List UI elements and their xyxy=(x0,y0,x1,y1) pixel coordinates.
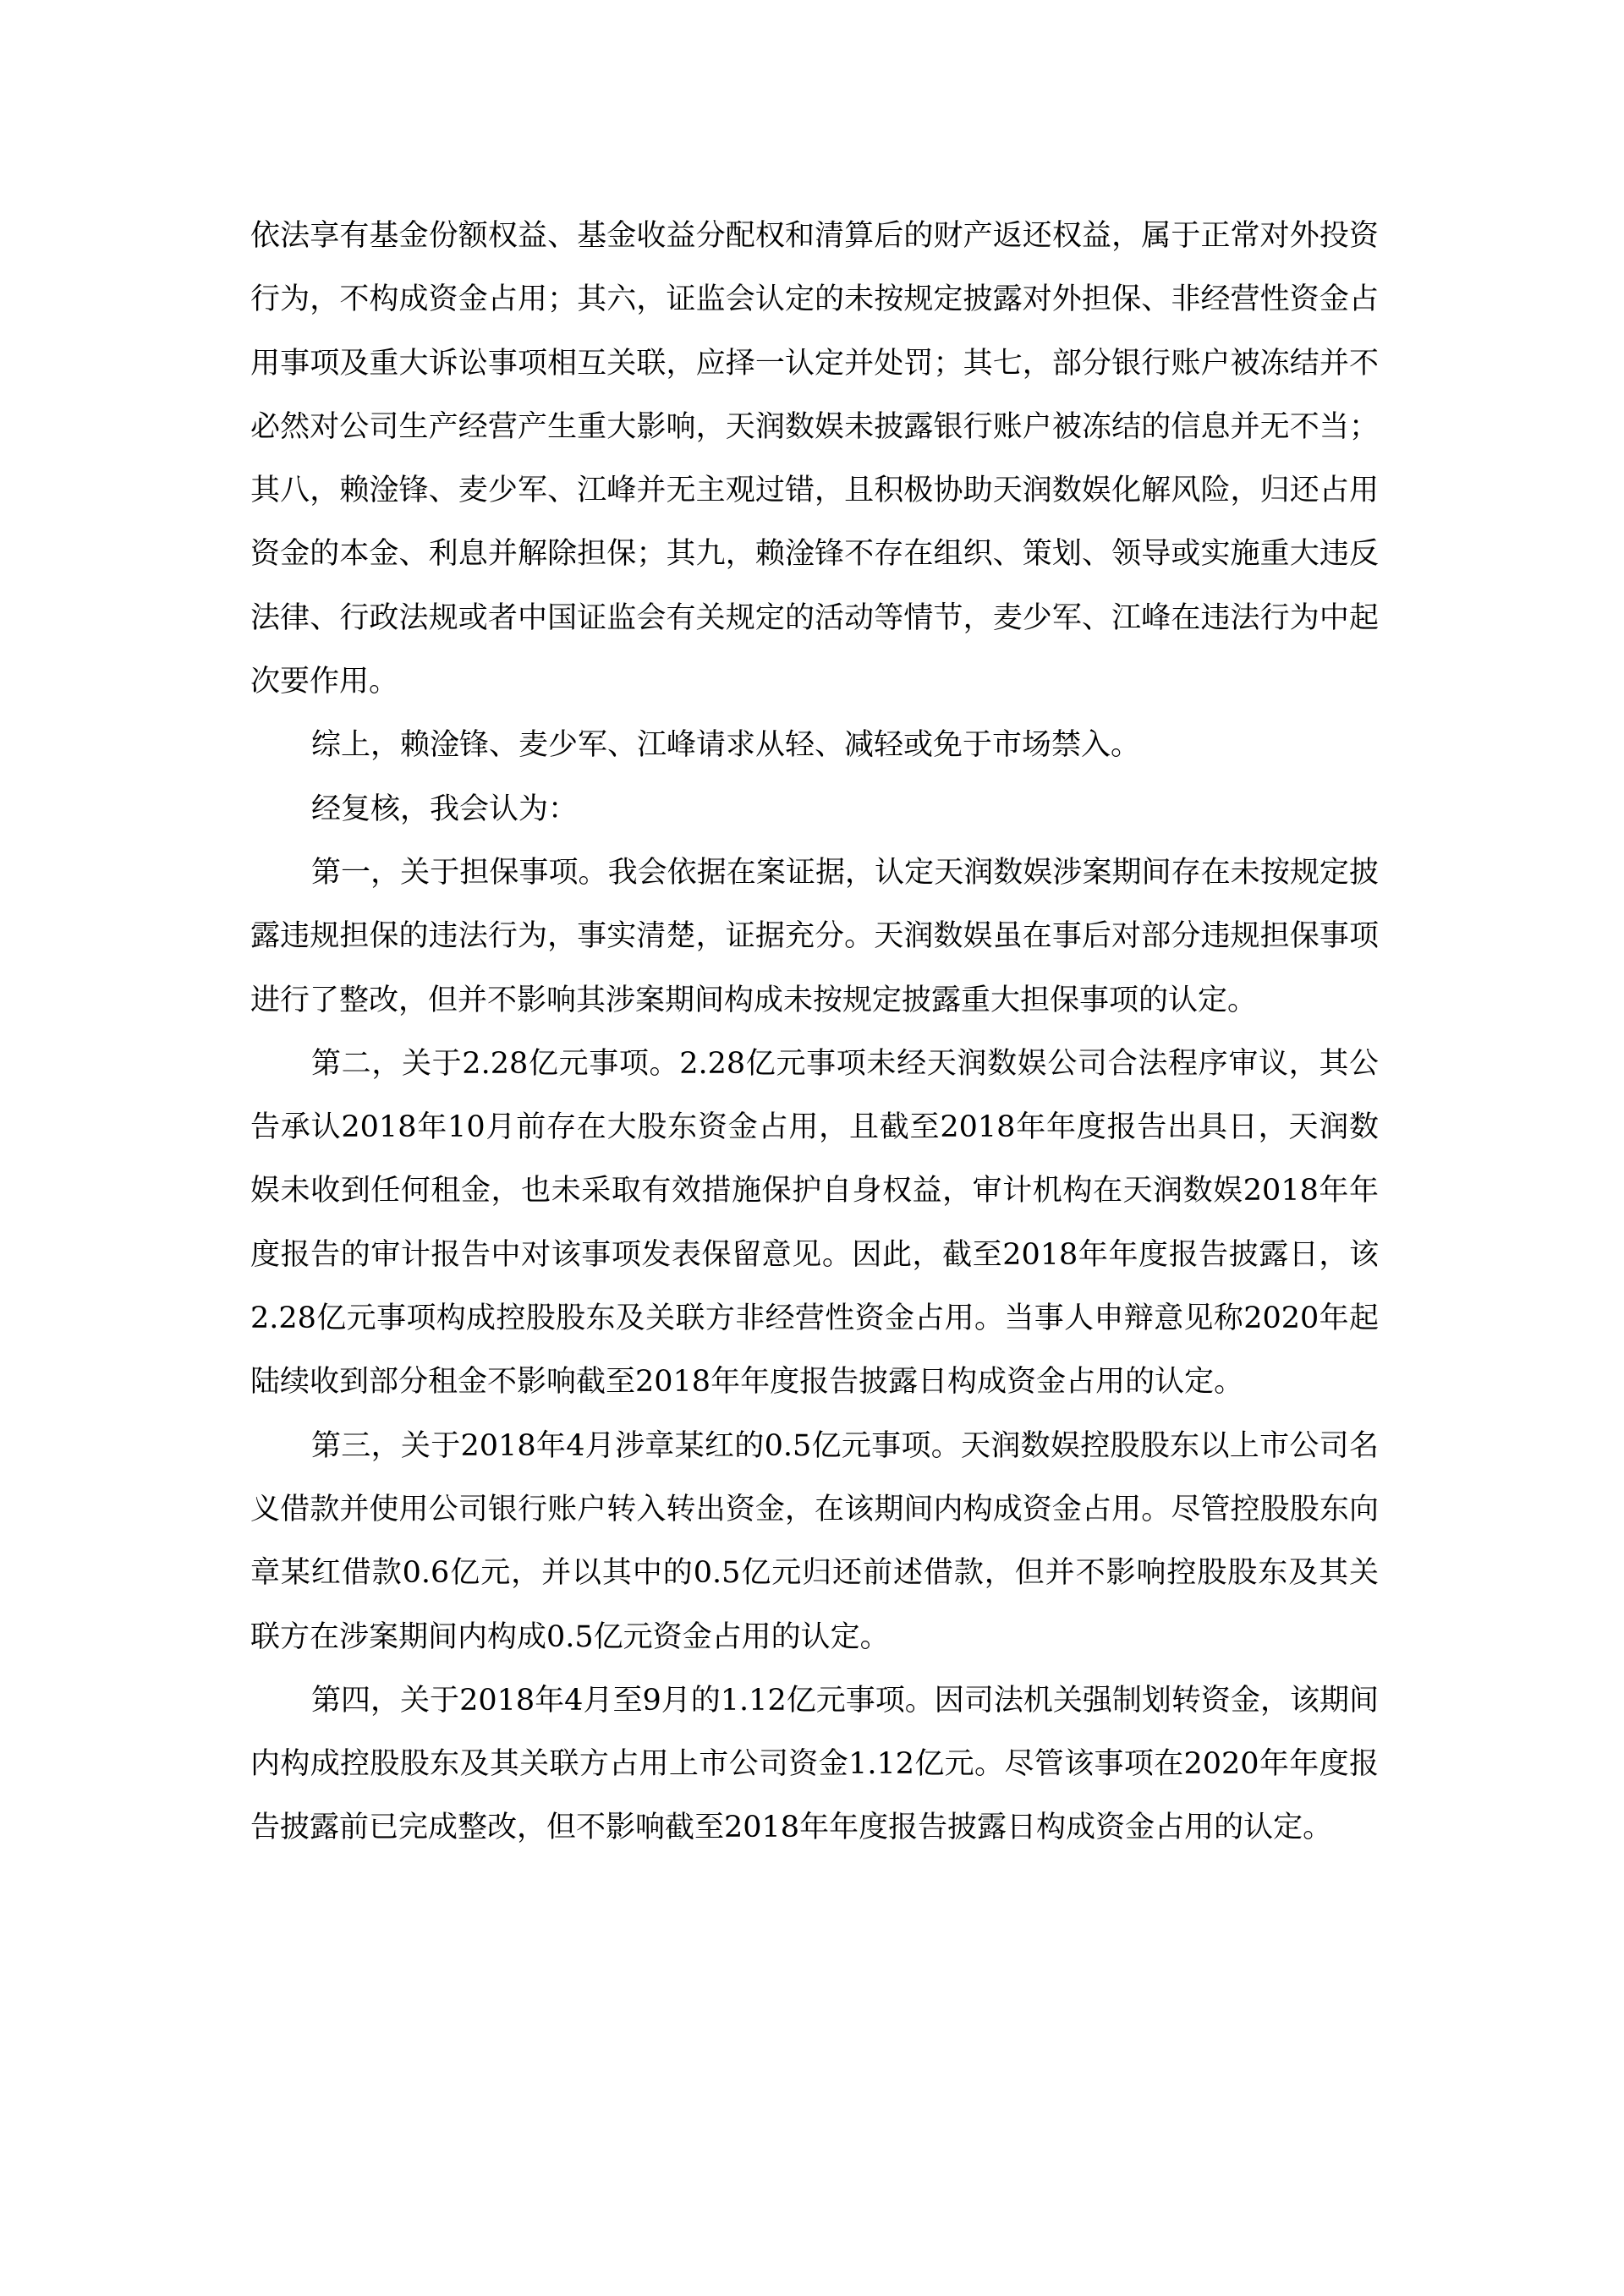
paragraph-defense-points-continued: 依法享有基金份额权益、基金收益分配权和清算后的财产返还权益，属于正常对外投资行为，不构成资金占用；其六，证监会认定的未按规定披露对外担保、非经营性资金占用事项及重大诉讼事项相互关联，应择一认定并处罚；其七，部分银行账户被冻结并不必然对公司生产经营产生重大影响，天润数娱未披露银行账户被冻结的信息并无不当；其八，赖淦锋、麦少军、江峰并无主观过错，且积极协助天润数娱化解风险，归还占用资金的本金、利息并解除担保；其九，赖淦锋不存在组织、策划、领导或实施重大违反法律、行政法规或者中国证监会有关规定的活动等情节，麦少军、江峰在违法行为中起次要作用。 xyxy=(250,219,1379,699)
paragraph-summary-request: 综上，赖淦锋、麦少军、江峰请求从轻、减轻或免于市场禁入。 xyxy=(311,728,1141,763)
paragraph-228-million-matter: 第二，关于2.28亿元事项。2.28亿元事项未经天润数娱公司合法程序审议，其公告承认2018年10月前存在大股东资金占用，且截至2018年年度报告出具日，天润数娱未收到任何租金，也未采取有效措施保护自身权益，审计机构在天润数娱2018年年度报告的审计报告中对该事项发表保留意见。因此，截至2018年年度报告披露日，该2.28亿元事项构成控股股东及关联方非经营性资金占用。当事人申辩意见称2020年起陆续收到部分租金不影响截至2018年年度报告披露日构成资金占用的认定。 xyxy=(250,1046,1379,1400)
paragraph-review-intro: 经复核，我会认为： xyxy=(311,792,579,826)
paragraph-05-billion-matter: 第三，关于2018年4月涉章某红的0.5亿元事项。天润数娱控股股东以上市公司名义借款并使用公司银行账户转入转出资金，在该期间内构成资金占用。尽管控股股东向章某红借款0.6亿元，并以其中的0.5亿元归还前述借款，但并不影响控股股东及其关联方在涉案期间内构成0.5亿元资金占用的认定。 xyxy=(250,1428,1379,1654)
paragraph-112-billion-matter: 第四，关于2018年4月至9月的1.12亿元事项。因司法机关强制划转资金，该期间内构成控股股东及其关联方占用上市公司资金1.12亿元。尽管该事项在2020年年度报告披露前已完成整改，但不影响截至2018年年度报告披露日构成资金占用的认定。 xyxy=(250,1683,1379,1845)
paragraph-guarantee-matter: 第一，关于担保事项。我会依据在案证据，认定天润数娱涉案期间存在未按规定披露违规担保的违法行为，事实清楚，证据充分。天润数娱虽在事后对部分违规担保事项进行了整改，但并不影响其涉案期间构成未按规定披露重大担保事项的认定。 xyxy=(250,855,1379,1017)
document-page xyxy=(250,205,1379,1860)
